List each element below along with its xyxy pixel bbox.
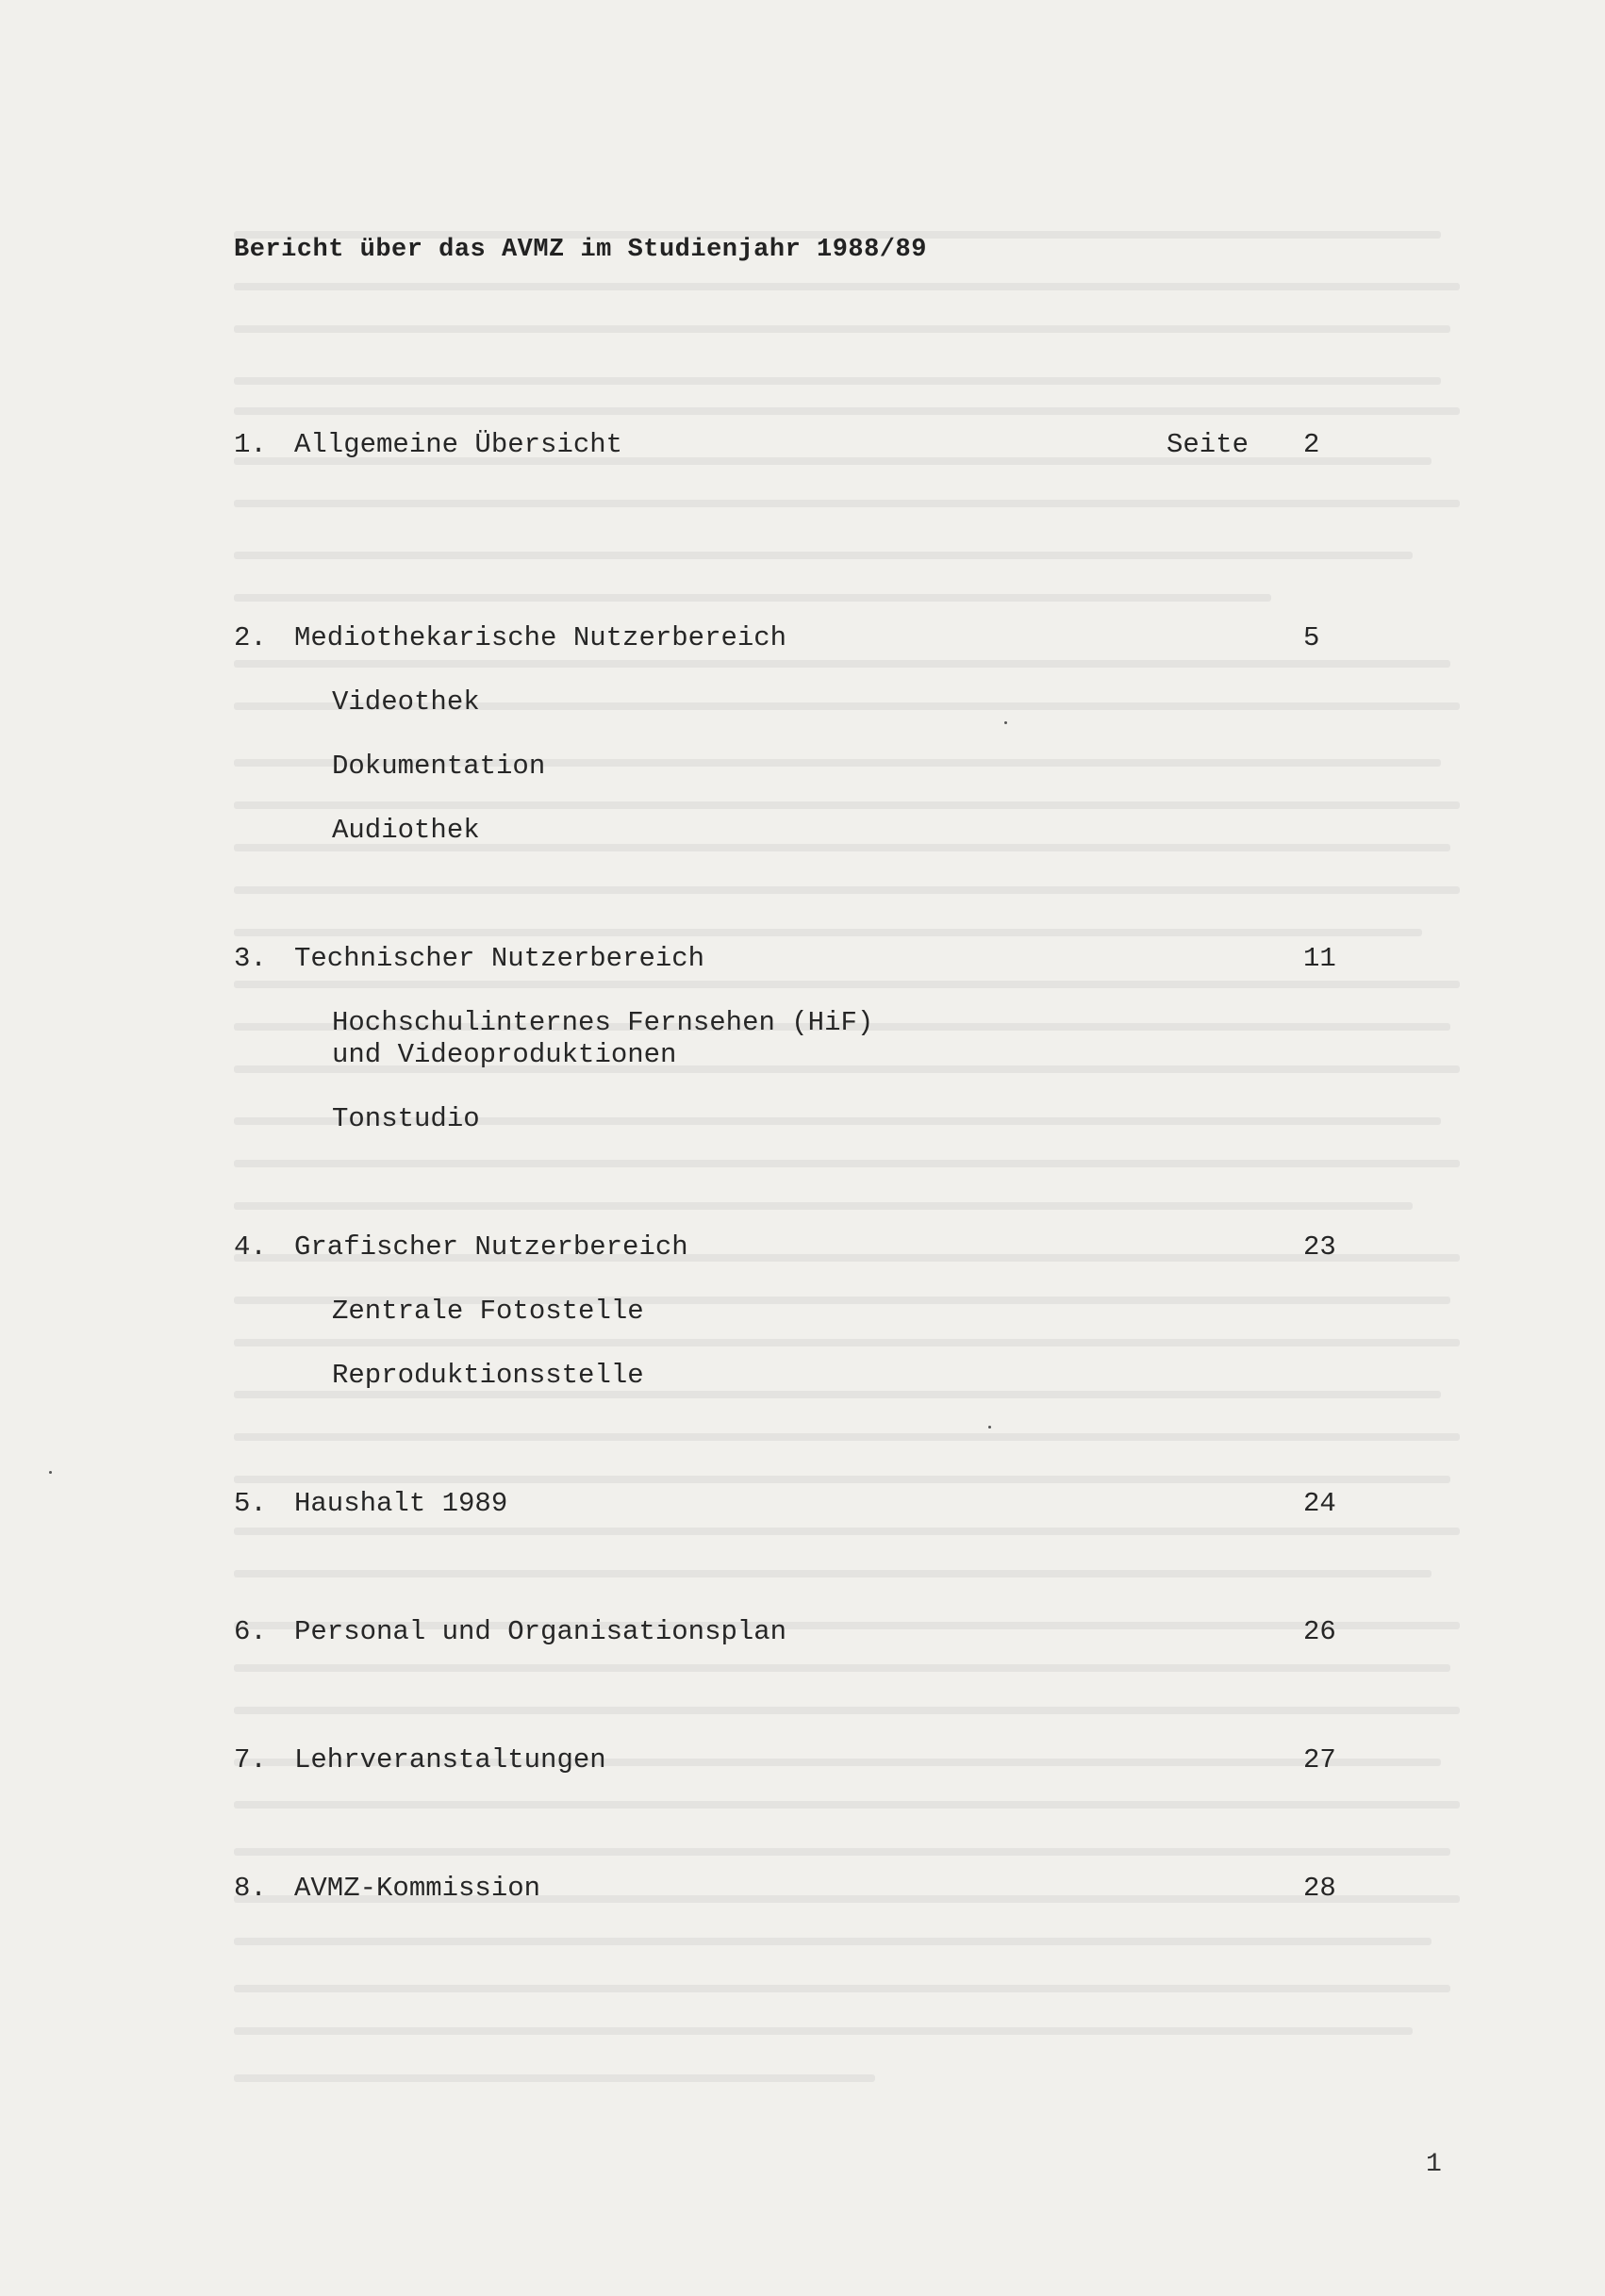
toc-entry-page: 28 [1303,1873,1336,1904]
toc-subentry[interactable]: Audiothek [332,815,480,846]
page-number: 1 [1426,2150,1442,2179]
toc-subentry[interactable]: Tonstudio [332,1103,480,1134]
toc-entry-number: 1. [234,429,267,460]
toc-entry-6[interactable] [234,1616,786,1647]
toc-entry-3[interactable] [234,943,704,974]
toc-subentry[interactable]: Hochschulinternes Fernsehen (HiF) [332,1007,874,1038]
toc-entry-number: 5. [234,1488,267,1519]
toc-entry-label: Technischer Nutzerbereich [294,943,705,974]
toc-entry-label: Allgemeine Übersicht [294,429,623,460]
toc-entry-page: 2 [1303,429,1320,460]
toc-entry-label: Haushalt 1989 [294,1488,508,1519]
toc-entry-number: 6. [234,1616,267,1647]
page-column-label: Seite [1167,429,1249,460]
toc-entry-1[interactable] [234,429,622,460]
toc-subentry[interactable]: Reproduktionsstelle [332,1360,644,1391]
toc-entry-page: 11 [1303,943,1336,974]
toc-entry-label: Grafischer Nutzerbereich [294,1231,688,1263]
toc-entry-4[interactable] [234,1231,688,1263]
toc-entry-page: 24 [1303,1488,1336,1519]
toc-subentry[interactable]: Videothek [332,686,480,718]
toc-subentry[interactable]: und Videoproduktionen [332,1039,677,1070]
toc-entry-page: 27 [1303,1744,1336,1776]
toc-entry-page: 5 [1303,622,1320,653]
toc-entry-5[interactable] [234,1488,507,1519]
toc-entry-label: Lehrveranstaltungen [294,1744,606,1776]
paper-speck [49,1471,52,1474]
toc-entry-number: 3. [234,943,267,974]
toc-entry-label: Mediothekarische Nutzerbereich [294,622,787,653]
toc-subentry[interactable]: Zentrale Fotostelle [332,1296,644,1327]
toc-entry-page: 26 [1303,1616,1336,1647]
toc-entry-number: 8. [234,1873,267,1904]
paper-speck [1004,721,1007,724]
toc-entry-label: Personal und Organisationsplan [294,1616,787,1647]
toc-entry-8[interactable] [234,1873,540,1904]
toc-entry-page: 23 [1303,1231,1336,1263]
document-title: Bericht über das AVMZ im Studienjahr 1988/89 [234,236,927,264]
toc-subentry[interactable]: Dokumentation [332,751,546,782]
toc-entry-7[interactable] [234,1744,606,1776]
toc-entry-2[interactable] [234,622,786,653]
toc-entry-number: 4. [234,1231,267,1263]
toc-entry-number: 7. [234,1744,267,1776]
paper-speck [988,1426,991,1429]
toc-entry-number: 2. [234,622,267,653]
toc-entry-label: AVMZ-Kommission [294,1873,541,1904]
